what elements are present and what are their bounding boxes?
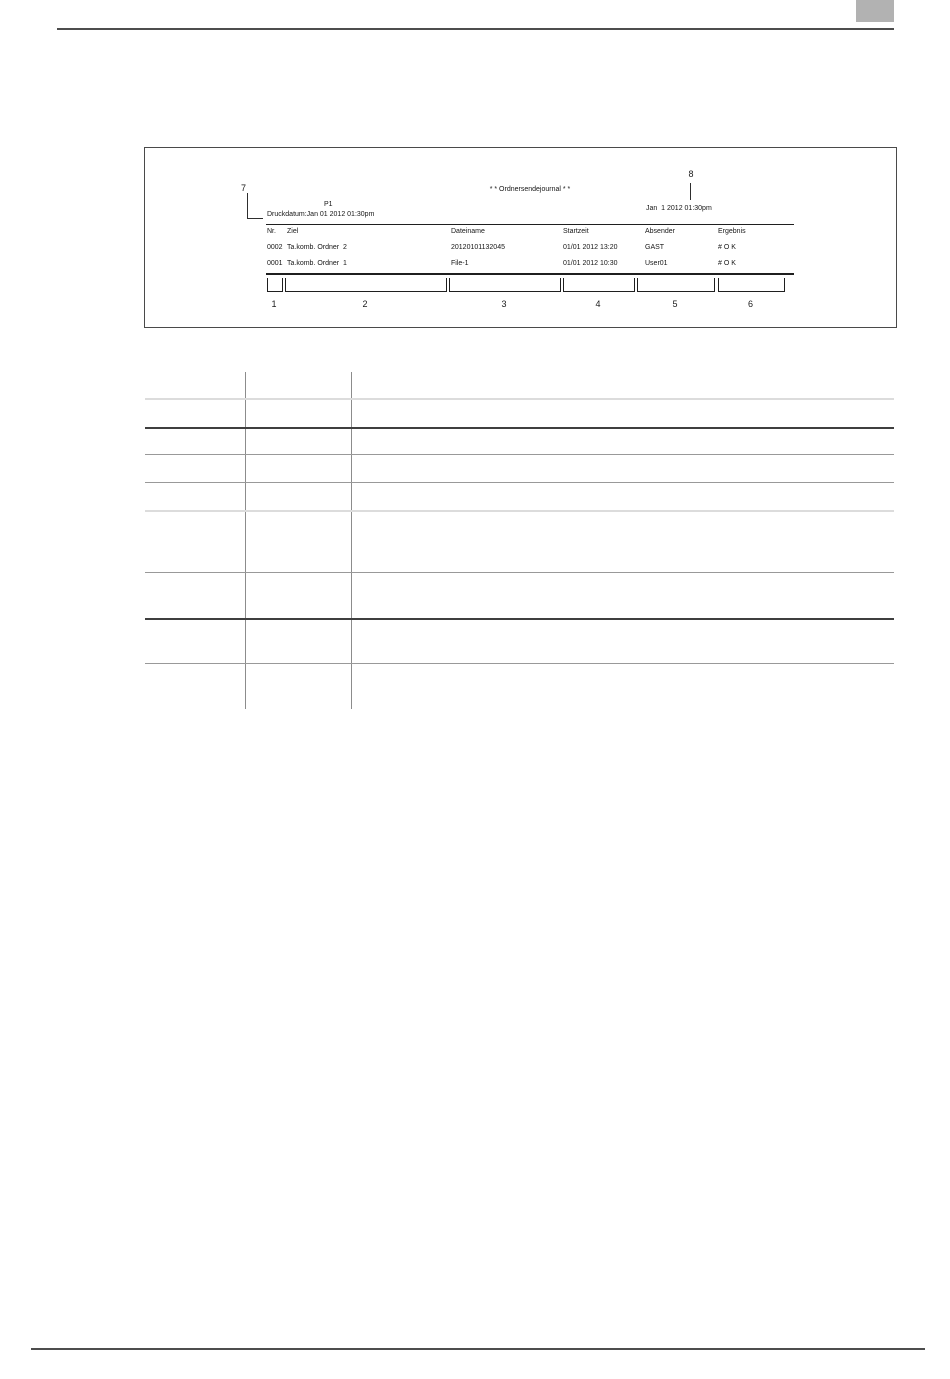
report-header-ziel: Ziel [287,228,299,235]
bracket-label-6: 6 [747,299,753,309]
report-cell-nr: 0002 [267,244,283,251]
callout-8-label: 8 [688,169,694,179]
report-row [145,260,896,270]
report-header-startzeit: Startzeit [563,228,589,235]
report-cell-ergebnis: # O K [718,244,736,251]
bracket-label-3: 3 [501,299,507,309]
legend-table-hline-7 [145,618,894,620]
legend-table-hline-3 [145,454,894,455]
report-title: * * Ordnersendejournal * * [489,186,571,193]
report-cell-dateiname: 20120101132045 [451,244,505,251]
bracket-label-1: 1 [271,299,277,309]
bracket-label-5: 5 [672,299,678,309]
report-print-date: Druckdatum:Jan 01 2012 01:30pm [267,211,375,218]
bracket-label-4: 4 [595,299,601,309]
report-header-absender: Absender [645,228,675,235]
column-bracket-3 [449,278,561,292]
report-page-indicator: P1 [324,201,333,208]
legend-table-hline-2 [145,427,894,429]
column-bracket-4 [563,278,635,292]
report-cell-startzeit: 01/01 2012 10:30 [563,260,618,267]
report-cell-ziel: Ta.komb. Ordner 2 [287,244,347,251]
column-bracket-6 [718,278,785,292]
report-cell-nr: 0001 [267,260,283,267]
legend-table-hline-8 [145,663,894,664]
report-row [145,244,896,254]
report-header-rule [266,224,794,225]
report-sample-figure [144,147,897,328]
legend-table-hline-6 [145,572,894,573]
page-number-badge [856,0,894,22]
report-cell-ziel: Ta.komb. Ordner 1 [287,260,347,267]
report-date-right: Jan 1 2012 01:30pm [646,205,712,212]
footer-rule [31,1348,925,1350]
report-cell-absender: GAST [645,244,665,251]
report-header-ergebnis: Ergebnis [718,228,746,235]
report-bottom-rule [266,273,794,275]
legend-table-hline-4 [145,482,894,483]
bracket-label-2: 2 [362,299,368,309]
report-cell-startzeit: 01/01 2012 13:20 [563,244,618,251]
legend-table-hline-5 [145,510,894,512]
callout-8-line [690,183,691,200]
report-cell-dateiname: File-1 [451,260,469,267]
legend-table-vline-2 [351,372,352,709]
callout-7-label: 7 [241,183,247,193]
callout-7-line [247,193,263,219]
report-cell-absender: User01 [645,260,668,267]
column-bracket-5 [637,278,715,292]
report-cell-ergebnis: # O K [718,260,736,267]
legend-table-hline-1 [145,398,894,400]
column-bracket-2 [285,278,447,292]
report-header-row [145,228,896,238]
header-rule [57,28,894,30]
report-header-nr: Nr. [267,228,276,235]
legend-table-vline-1 [245,372,246,709]
column-bracket-1 [267,278,283,292]
report-header-dateiname: Dateiname [451,228,485,235]
